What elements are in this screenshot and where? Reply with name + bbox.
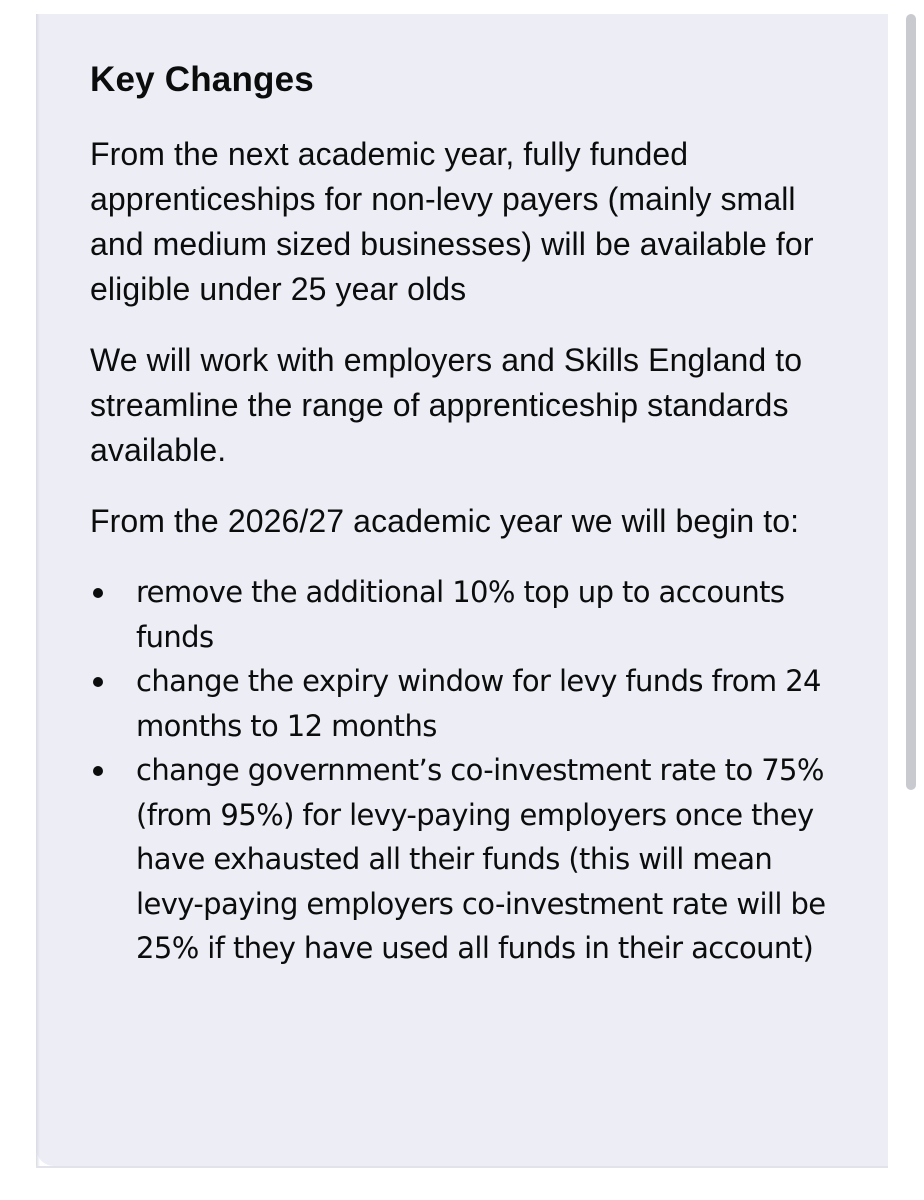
bullet-icon [93, 588, 103, 598]
key-changes-panel [36, 14, 888, 1166]
list-item [90, 748, 834, 971]
bullet-icon [93, 766, 103, 776]
changes-list [90, 570, 834, 971]
list-item [90, 659, 834, 748]
list-item-text: change the expiry window for levy funds from 24 months to 12 months [136, 664, 821, 743]
panel-left-edge [36, 14, 40, 1166]
vertical-scrollbar[interactable] [906, 14, 916, 790]
section-heading: Key Changes [90, 60, 314, 99]
paragraph-2026-27-intro: From the 2026/27 academic year we will begin to: [90, 503, 800, 539]
list-item-text: change government’s co-investment rate to 75% (from 95%) for levy-paying employers once they have exhausted all their funds (this will mean levy-paying employers co-investment rate will be 25% if they have used all funds in their account) [136, 753, 826, 965]
paragraph-funded-apprenticeships: From the next academic year, fully funded apprenticeships for non-levy payers (mainly small and medium sized businesses) will be available for eligible under 25 year olds [90, 136, 814, 307]
bullet-icon [93, 677, 103, 687]
list-item-text: remove the additional 10% top up to accounts funds [136, 575, 785, 654]
panel-bottom-edge [36, 1166, 888, 1168]
list-item [90, 570, 834, 659]
paragraph-streamline-standards: We will work with employers and Skills England to streamline the range of apprenticeship standards available. [90, 342, 803, 468]
